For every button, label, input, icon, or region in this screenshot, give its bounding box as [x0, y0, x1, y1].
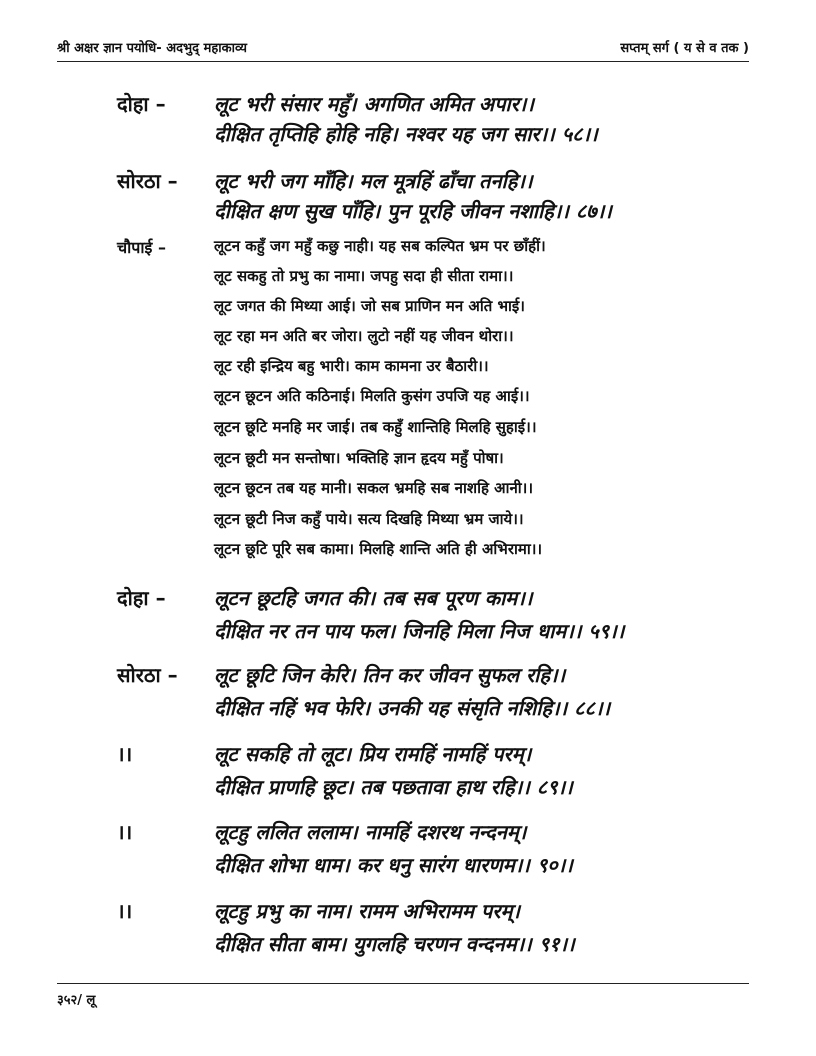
verse-line: लूट छूटि जिन केरि। तिन कर जीवन सुफल रहि।। [214, 663, 566, 687]
chaupai-line: लूट रहा मन अति बर जोरा। लुटो नहीं यह जीवन थोरा।। [214, 327, 514, 345]
verse-label: ।। [117, 742, 133, 766]
chaupai-line: लूटन छूटन तब यह मानी। सकल भ्रमहि सब नाशहि आनी।। [214, 479, 534, 497]
verse-line: लूटहु प्रभु का नाम। रामम अभिरामम परम्। [214, 899, 520, 923]
verse-line: दीक्षित नर तन पाय फल। जिनहि मिला निज धाम।। ५९।। [214, 619, 625, 643]
chaupai-line: लूटन छूटन अति कठिनाई। मिलति कुसंग उपजि यह आई।। [214, 387, 530, 405]
verse-label: ।। [117, 899, 133, 923]
verse-label: दोहा – [117, 92, 166, 116]
book-title: श्री अक्षर ज्ञान पयोधि- अदभुद् महाकाव्य [57, 41, 247, 56]
chaupai-line: लूटन छूटी निज कहुँ पाये। सत्य दिखहि मिथ्या भ्रम जाये।। [214, 510, 524, 528]
chaupai-line: लूटन छूटी मन सन्तोषा। भक्तिहि ज्ञान हृदय महुँ पोषा। [214, 449, 504, 467]
verse-line: लूटहु ललित ललाम। नामहिं दशरथ नन्दनम्। [214, 820, 527, 844]
verse-label: सोरठा – [117, 169, 178, 193]
header-divider [57, 61, 749, 62]
chaupai-line: लूट सकहु तो प्रभु का नामा। जपहु सदा ही सीता रामा।। [214, 267, 514, 285]
chaupai-line: लूटन छूटि मनहि मर जाई। तब कहुँ शान्तिहि मिलहि सुहाई।। [214, 418, 537, 436]
verse-line: लूट भरी संसार महुँ। अगणित अमित अपार।। [214, 92, 534, 116]
verse-line: लूटन छूटहि जगत की। तब सब पूरण काम।। [214, 586, 533, 610]
verse-label: सोरठा – [117, 663, 178, 687]
footer-divider [57, 983, 749, 984]
chaupai-line: लूटन छूटि पूरि सब कामा। मिलहि शान्ति अति ही अभिरामा।। [214, 540, 543, 558]
page-header [57, 38, 749, 60]
chaupai-line: लूट जगत की मिथ्या आई। जो सब प्राणिन मन अति भाई। [214, 297, 525, 315]
verse-line: लूट भरी जग माँहि। मल मूत्रहिं ढाँचा तनहि।। [214, 169, 533, 193]
page-number: ३५२/ लू [57, 993, 96, 1008]
verse-label: दोहा – [117, 586, 166, 610]
chapter-title: सप्तम् सर्ग ( य से व तक ) [620, 41, 749, 56]
verse-line: दीक्षित तृप्तिहि होहि नहि। नश्वर यह जग सार।। ५८।। [214, 122, 598, 146]
verse-line: दीक्षित प्राणहि छूट। तब पछतावा हाथ रहि।। ८९।। [214, 775, 573, 799]
verse-label: ।। [117, 820, 133, 844]
verse-line: दीक्षित शोभा धाम। कर धनु सारंग धारणम।। ९०।। [214, 853, 573, 877]
verse-label: चौपाई – [117, 238, 166, 257]
verse-line: लूट सकहि तो लूट। प्रिय रामहिं नामहिं परम्। [214, 742, 532, 766]
verse-line: दीक्षित नहिं भव फेरि। उनकी यह संसृति नशिहि।। ८८।। [214, 696, 611, 720]
chaupai-line: लूटन कहुँ जग महुँ कछु नाही। यह सब कल्पित भ्रम पर छाँहीं। [214, 237, 546, 255]
verse-line: दीक्षित सीता बाम। युगलहि चरणन वन्दनम।। ९१।। [214, 932, 575, 956]
chaupai-line: लूट रही इन्द्रिय बहु भारी। काम कामना उर बैठारी।। [214, 357, 489, 375]
verse-line: दीक्षित क्षण सुख पाँहि। पुन पूरहि जीवन नशाहि।। ८७।। [214, 199, 612, 223]
